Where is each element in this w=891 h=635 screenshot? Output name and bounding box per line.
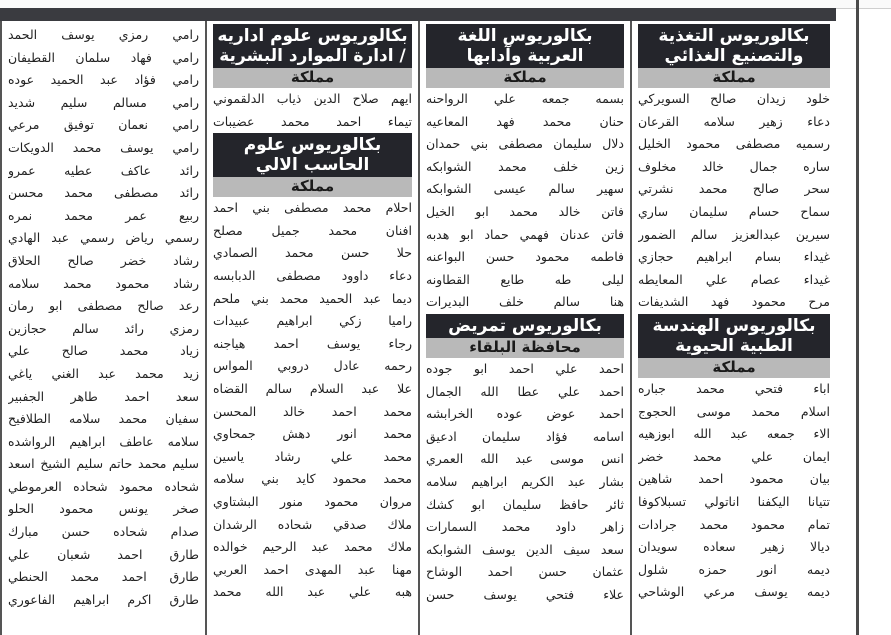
name-item: حنان محمد فهد المعاعيه	[426, 113, 624, 129]
name-item: بيان محمود احمد شاهين	[638, 471, 830, 487]
names-list	[8, 24, 199, 611]
name-item: سفيان محمد سلامه الطلافيح	[8, 411, 199, 427]
name-item: مهنا عبد المهدى احمد العربي	[213, 561, 412, 577]
name-item: سليم محمد حاتم سليم الشيخ اسعد	[8, 456, 199, 472]
name-item: رامي نعمان توفيق مرعي	[8, 117, 199, 133]
name-item: رمزي رائد سالم حجازين	[8, 320, 199, 336]
section-arabic-language-literature	[426, 24, 624, 314]
name-item: ربيع عمر محمد نمره	[8, 207, 199, 223]
name-item: احلام محمد مصطفى بني احمد	[213, 200, 412, 216]
name-item: رعد صالح مصطفى ابو رمان	[8, 298, 199, 314]
name-item: رائد مصطفى محمد محسن	[8, 185, 199, 201]
section-continued-list	[8, 24, 199, 611]
name-item: صخر يونس محمود الحلو	[8, 501, 199, 517]
section-subtitle: مملكة	[426, 68, 624, 88]
section-title: بكالوريوس تمريض	[426, 314, 624, 338]
name-item: زيد محمد عبد الغني ياغي	[8, 365, 199, 381]
name-item: الاء جمعه عبد الله ابوزهيه	[638, 426, 830, 442]
section-title: بكالوريوس التغذية والتصنيع الغذائي	[638, 24, 830, 68]
name-item: ثائر حافظ سليمان ابو كشك	[426, 496, 624, 512]
name-item: دعاء داوود مصطفى الدبابسه	[213, 267, 412, 283]
name-item: ديمه يوسف مرعي الوشاحي	[638, 584, 830, 600]
name-item: رشاد محمود محمد سلامه	[8, 275, 199, 291]
name-item: رشاد خضر صالح الحلاق	[8, 252, 199, 268]
section-subtitle: مملكة	[638, 358, 830, 378]
name-item: شحاده محمود شحاده العرموطي	[8, 478, 199, 494]
section-subtitle: مملكة	[213, 68, 412, 88]
name-item: اسامه فؤاد سليمان ادعيق	[426, 428, 624, 444]
name-item: رامي فهاد سلمان القطيفان	[8, 49, 199, 65]
name-item: اسلام محمد موسى الحجوج	[638, 403, 830, 419]
name-item: صدام شحاده حسن مبارك	[8, 524, 199, 540]
name-item: رحمه عادل دروبي المواس	[213, 358, 412, 374]
name-item: رجاء يوسف احمد هياجنه	[213, 335, 412, 351]
name-item: تتيانا اليكفنا اناتولي تسبلاكوفا	[638, 493, 830, 509]
name-item: طارق احمد محمد الحنطي	[8, 569, 199, 585]
name-item: مروان محمود منور البشتاوي	[213, 493, 412, 509]
name-item: هنا سالم خلف البديرات	[426, 294, 624, 310]
section-subtitle: مملكة	[213, 177, 412, 197]
name-item: سعد سيف الدين يوسف الشوابكه	[426, 541, 624, 557]
name-item: سحر صالح محمد نشرتي	[638, 181, 830, 197]
section-subtitle: محافظة البلقاء	[426, 338, 624, 358]
name-item: اباء فتحي محمد جباره	[638, 380, 830, 396]
name-item: محمد انور دهش جمحاوي	[213, 426, 412, 442]
names-list	[638, 378, 830, 604]
name-item: رائد عاكف عطيه عمرو	[8, 162, 199, 178]
column-4	[0, 21, 207, 635]
column-1	[632, 21, 836, 635]
name-item: ساره جمال خالد مخلوف	[638, 158, 830, 174]
name-item: سلامه عاطف ابراهيم الرواشده	[8, 433, 199, 449]
results-page	[0, 21, 836, 635]
column-3	[207, 21, 420, 635]
column-2	[420, 21, 632, 635]
section-biomedical-engineering	[638, 314, 830, 604]
name-item: سهير سالم عيسى الشوابكه	[426, 181, 624, 197]
name-item: احمد علي احمد ابو جوده	[426, 360, 624, 376]
name-item: ديمه انور حمزه شلول	[638, 561, 830, 577]
names-list	[638, 88, 830, 314]
name-item: رسميه مصطفى محمود الخليل	[638, 136, 830, 152]
section-nutrition-food-processing	[638, 24, 830, 314]
section-administrative-hr	[213, 24, 412, 133]
name-item: دلال سليمان مصطفى بني حمدان	[426, 136, 624, 152]
name-item: زاهر داود محمد السمارات	[426, 519, 624, 535]
name-item: مرح محمود فهد الشديفات	[638, 294, 830, 310]
name-item: خلود زيدان صالح السويركي	[638, 91, 830, 106]
name-item: غيداء عصام علي المعايطه	[638, 271, 830, 287]
section-title: بكالوريوس علوم اداريه / ادارة الموارد البشرية	[213, 24, 412, 68]
name-item: سيرين عبدالعزيز سالم الضمور	[638, 226, 830, 242]
name-item: فاتن خالد محمد ابو الخيل	[426, 203, 624, 219]
right-border-rule	[856, 0, 859, 635]
name-item: طارق اكرم ابراهيم الفاعوري	[8, 591, 199, 607]
name-item: غيداء بسام ابراهيم حجازي	[638, 249, 830, 265]
section-title: بكالوريوس الهندسة الطبية الحيوية	[638, 314, 830, 358]
names-list	[213, 88, 412, 133]
name-item: تمام محمود محمد جرادات	[638, 516, 830, 532]
name-item: انس موسى عبد الله العمري	[426, 451, 624, 467]
name-item: بسمه جمعه علي الرواحنه	[426, 91, 624, 106]
name-item: طارق احمد شعبان علي	[8, 546, 199, 562]
name-item: ملاك محمد عبد الرحيم خوالده	[213, 539, 412, 555]
name-item: تيماء احمد محمد عضيبات	[213, 113, 412, 129]
name-item: فاتن عدنان فهمي حماد ابو هدبه	[426, 226, 624, 242]
name-item: بشار عبد الكريم ابراهيم سلامه	[426, 473, 624, 489]
name-item: دعاء زهير سلامه القرعان	[638, 113, 830, 129]
section-nursing-balqa	[426, 314, 624, 607]
name-item: رامي رمزي يوسف الحمد	[8, 27, 199, 42]
top-rule-bar	[0, 8, 836, 21]
name-item: حلا حسن محمد الصمادي	[213, 245, 412, 261]
name-item: علا عبد السلام سالم القضاه	[213, 380, 412, 396]
section-title: بكالوريوس علوم الحاسب الالي	[213, 133, 412, 177]
name-item: عثمان حسن احمد الوشاح	[426, 564, 624, 580]
name-item: ملاك صدقي شحاده الرشدان	[213, 516, 412, 532]
name-item: رسمي رياض رسمي عبد الهادي	[8, 230, 199, 246]
name-item: ديالا زهير سعاده سويدان	[638, 539, 830, 555]
name-item: رامي فؤاد عبد الحميد عوده	[8, 72, 199, 88]
section-subtitle: مملكة	[638, 68, 830, 88]
name-item: زياد محمد صالح علي	[8, 343, 199, 359]
name-item: سعد احمد طاهر الجفبير	[8, 388, 199, 404]
name-item: رامي يوسف محمد الدويكات	[8, 139, 199, 155]
section-title: بكالوريوس اللغة العربية وآدابها	[426, 24, 624, 68]
names-list	[426, 358, 624, 607]
names-list	[213, 197, 412, 604]
name-item: فاطمه محمود حسن البواعنه	[426, 249, 624, 265]
name-item: ليلى طه طايع القطاونه	[426, 271, 624, 287]
name-item: سماح حسام سليمان ساري	[638, 203, 830, 219]
name-item: هبه علي عبد الله محمد	[213, 584, 412, 600]
name-item: زين خلف محمد الشوابكه	[426, 158, 624, 174]
name-item: ايمان علي محمد خضر	[638, 448, 830, 464]
name-item: ديما عبد الحميد محمد بني ملحم	[213, 290, 412, 306]
name-item: محمد محمود كايد بني سلامه	[213, 471, 412, 487]
name-item: محمد علي رشاد ياسين	[213, 448, 412, 464]
name-item: راميا زكي ابراهيم عبيدات	[213, 313, 412, 329]
name-item: ايهم صلاح الدين ذياب الدلقموني	[213, 91, 412, 106]
name-item: محمد احمد خالد المحسن	[213, 403, 412, 419]
name-item: افنان محمد جميل مصلح	[213, 222, 412, 238]
names-list	[426, 88, 624, 314]
name-item: علاء فتحي يوسف حسن	[426, 586, 624, 602]
name-item: احمد علي عطا الله الجمال	[426, 383, 624, 399]
name-item: احمد عوض عوده الخرابشه	[426, 406, 624, 422]
section-computer-science	[213, 133, 412, 604]
name-item: رامي مسالم سليم شديد	[8, 94, 199, 110]
